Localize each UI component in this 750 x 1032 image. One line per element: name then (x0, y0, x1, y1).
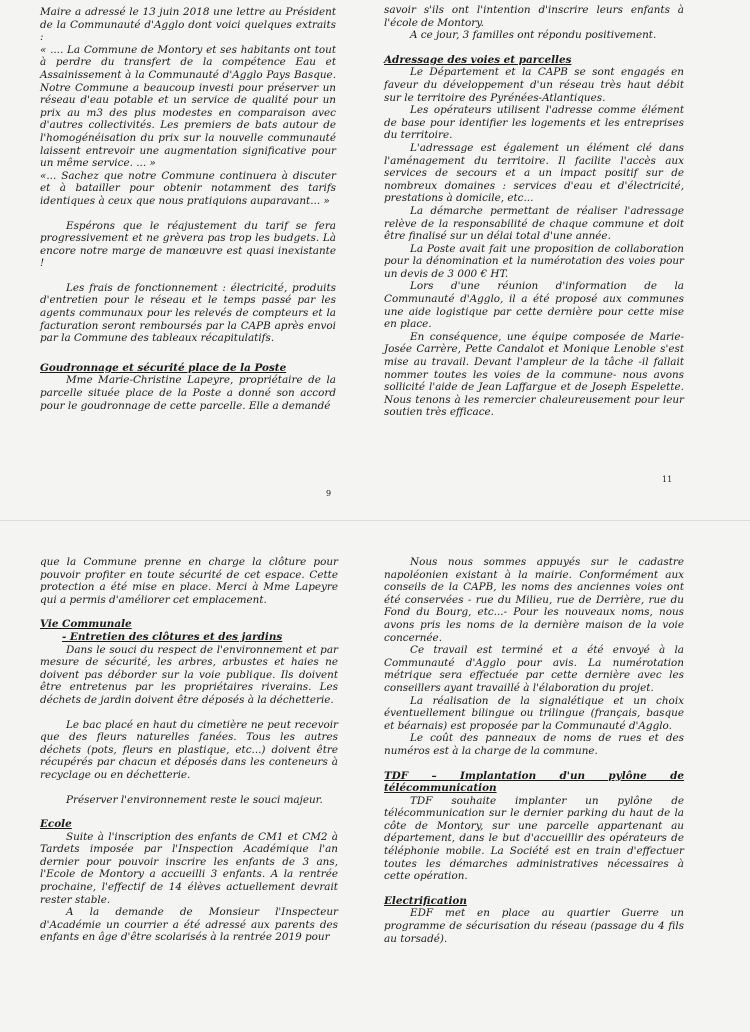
section-heading: Adressage des voies et parcelles (384, 53, 572, 66)
section-heading: Goudronnage et sécurité place de la Poste (40, 361, 287, 374)
paragraph: Mme Marie-Christine Lapeyre, propriétaire de la parcelle située place de la Poste a donné son accord pour le goudronnage de cette parcelle. Elle a demandé (40, 374, 336, 412)
paragraph: La démarche permettant de réaliser l'adressage relève de la responsabilité de chaque commune et doit être finalisé sur un délai total d'une année. (384, 204, 684, 243)
paragraph: Lors d'une réunion d'information de la Communauté d'Agglo, il a été proposé aux communes une aide logistique par cette dernière pour cette mise en place. (384, 280, 684, 331)
paragraph: A ce jour, 3 familles ont répondu positivement. (410, 29, 657, 42)
paragraph: La Poste avait fait une proposition de collaboration pour la dénomination et la numérotation des voies pour un devis de 3 000 € HT. (384, 242, 684, 280)
paragraph: A la demande de Monsieur l'Inspecteur d'Académie un courrier a été adressé aux parents des enfants en âge d'être scolarisés à la rentrée 2019 pour (40, 906, 338, 944)
page-divider (0, 520, 750, 521)
paragraph: Espérons que le réajustement du tarif se fera progressivement et ne grèvera pas trop les budgets. Là encore notre marge de manœuvre est quasi inexistante ! (40, 219, 336, 270)
section-heading: Ecole (40, 818, 72, 831)
paragraph: savoir s'ils ont l'intention d'inscrire leurs enfants à l'école de Montory. (384, 4, 684, 29)
paragraph: En conséquence, une équipe composée de Marie-Josée Carrère, Pette Candalot et Monique Lenoble s'est mise au travail. Devant l'ampleur de la tâche -il fallait nommer toutes les voies de la commune- nous avons sollicité l'aide de Jean Laffargue et de Joseph Espelette. Nous tenons à les remercier chaleureusement pour leur soutien très efficace. (384, 330, 684, 419)
paragraph: Le Département et la CAPB se sont engagés en faveur du développement d'un réseau très haut débit sur le territoire des Pyrénées-Atlantiques. (384, 66, 684, 104)
quote-paragraph: «... Sachez que notre Commune continuera à discuter et à batailler pour obtenir notamment des tarifs identiques à ceux que nous pratiquions auparavant... » (40, 169, 336, 207)
paragraph: Nous nous sommes appuyés sur le cadastre napoléonien existant à la mairie. Conformément aux conseils de la CAPB, les noms des anciennes voies ont été conservées - rue du Milieu, rue de Derrière, rue du Fond du Bourg, etc...- Pour les nouveaux noms, nous avons pris les noms de la dernière maison de la voie concernée. (384, 556, 684, 644)
paragraph: Préserver l'environnement reste le souci majeur. (66, 793, 323, 806)
column-bottom-left (40, 556, 338, 944)
page-number: 9 (326, 489, 332, 498)
paragraph: Les opérateurs utilisent l'adresse comme élément de base pour identifier les logements et les entreprises du territoire. (384, 104, 684, 142)
paragraph: Le coût des panneaux de noms de rues et des numéros est à la charge de la commune. (384, 732, 684, 757)
section-heading: Electrification (384, 894, 467, 907)
paragraph: Les frais de fonctionnement : électricité, produits d'entretien pour le réseau et le temps passé par les agents communaux pour les relevés de compteurs et la facturation seront remboursés par la CAPB après envoi par la Commune des tableaux récapitulatifs. (40, 281, 336, 345)
paragraph: L'adressage est également un élément clé dans l'aménagement du territoire. Il facilite l'accès aux services de secours et a un impact positif sur de nombreux domaines : services d'eau et d'électricité, prestations à domicile, etc... (384, 141, 684, 205)
column-bottom-right (384, 556, 684, 945)
subsection-heading: - Entretien des clôtures et des jardins (62, 630, 283, 643)
page-number: 11 (662, 475, 673, 484)
paragraph: TDF souhaite implanter un pylône de télécommunication sur le dernier parking du haut de la côte de Montory, sur une parcelle appartenant au département, dans le but d'accueillir des opérateurs de téléphonie mobile. La Société est en train d'effectuer toutes les démarches administratives nécessaires à cette opération. (384, 794, 684, 883)
quote-paragraph: « .... La Commune de Montory et ses habitants ont tout à perdre du transfert de la compétence Eau et Assainissement à la Communauté d'Agglo Pays Basque. Notre Commune a beaucoup investi pour préserver un réseau d'eau potable et un service de qualité pour un prix au m3 des plus modestes en comparaison avec d'autres collectivités. Les premiers de bats autour de l'homogénéisation du prix sur la nouvelle communauté laissent entrevoir une augmentation significative pour un même service. ... » (40, 43, 336, 170)
section-heading: TDF – Implantation d'un pylône de télécommunication (384, 769, 684, 795)
paragraph: Le bac placé en haut du cimetière ne peut recevoir que des fleurs naturelles fanées. Tous les autres déchets (pots, fleurs en plastique, etc...) doivent être récupérés par chacun et déposés dans les conteneurs à recyclage ou en déchetterie. (40, 718, 338, 781)
paragraph: Suite à l'inscription des enfants de CM1 et CM2 à Tardets imposée par l'Inspection Académique l'an dernier pour pouvoir inscrire les enfants de 3 ans, l'Ecole de Montory a accueilli 3 enfants. A la rentrée prochaine, l'effectif de 14 élèves actuellement devrait rester stable. (40, 830, 338, 906)
section-heading: Vie Communale (40, 618, 132, 631)
paragraph: La réalisation de la signalétique et un choix éventuellement bilingue ou trilingue (français, basque et béarnais) est proposée par la Communauté d'Agglo. (384, 694, 684, 732)
paragraph: EDF met en place au quartier Guerre un programme de sécurisation du réseau (passage du 4 fils au torsadé). (384, 907, 684, 945)
paragraph: que la Commune prenne en charge la clôture pour pouvoir profiter en toute sécurité de cet espace. Cette protection a été mise en place. Merci à Mme Lapeyre qui a permis d'améliorer cet emplacement. (40, 556, 338, 606)
paragraph: Dans le souci du respect de l'environnement et par mesure de sécurité, les arbres, arbustes et haies ne doivent pas déborder sur la voie publique. Ils doivent être entretenus par les propriétaires riverains. Les déchets de jardin doivent être déposés à la déchetterie. (40, 643, 338, 706)
column-top-left (40, 6, 336, 412)
column-top-right (384, 4, 684, 419)
paragraph: Ce travail est terminé et a été envoyé à la Communauté d'Agglo pour avis. La numérotation métrique sera effectuée par cette dernière avec les conseillers ayant travaillé à l'élaboration du projet. (384, 644, 684, 694)
paragraph: Maire a adressé le 13 juin 2018 une lettre au Président de la Communauté d'Agglo dont voici quelques extraits : (40, 6, 336, 44)
